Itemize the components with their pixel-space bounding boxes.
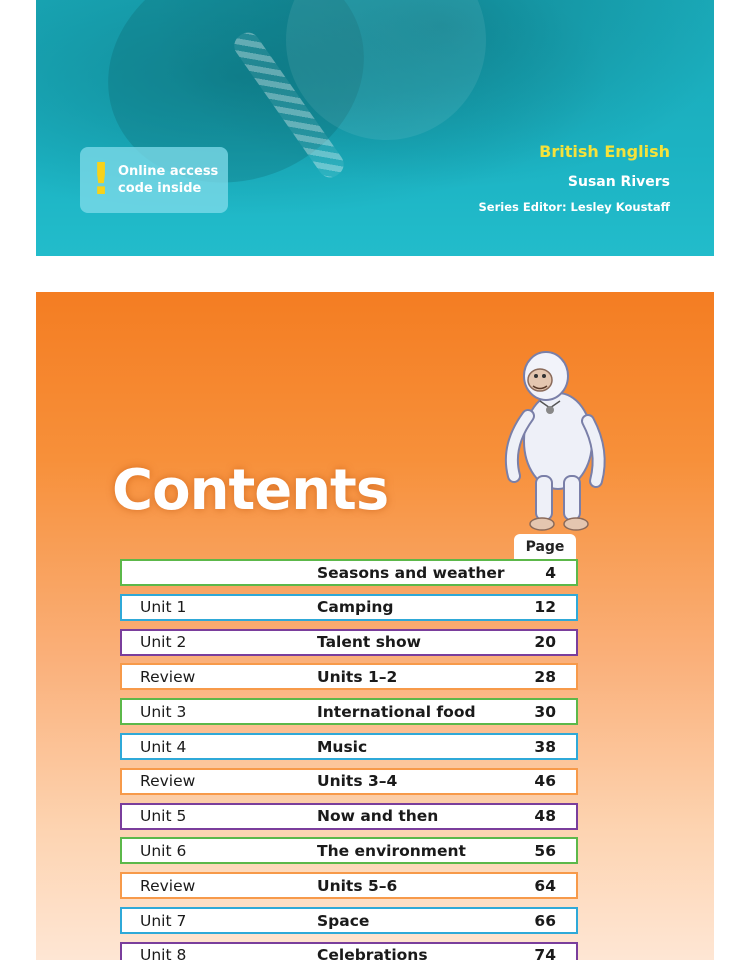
row-unit-label: Unit 3 [140,702,187,721]
row-unit-label: Unit 4 [140,737,187,756]
row-page-number: 20 [534,633,556,652]
row-page-number: 12 [534,598,556,617]
online-access-text [118,163,218,197]
row-unit-label: Unit 1 [140,598,187,617]
contents-row [120,733,578,760]
row-page-number: 28 [534,667,556,686]
page-column-header: Page [514,534,576,560]
row-page-number: 4 [545,563,556,582]
yeti-icon [496,346,616,536]
contents-row [120,837,578,864]
row-topic: Now and then [317,807,439,826]
row-topic: Seasons and weather [317,563,505,582]
contents-row [120,698,578,725]
row-unit-label: Unit 7 [140,911,187,930]
row-topic: International food [317,702,476,721]
online-access-line1: Online access [118,164,219,179]
row-topic: Talent show [317,633,421,652]
row-unit-label: Unit 5 [140,807,187,826]
row-unit-label: Review [140,772,196,791]
row-topic: Space [317,911,370,930]
exclamation-icon: ! [90,154,112,205]
contents-row [120,663,578,690]
contents-row [120,768,578,795]
row-unit-label: Unit 8 [140,946,187,960]
row-page-number: 30 [534,702,556,721]
row-unit-label: Review [140,667,196,686]
contents-row [120,872,578,899]
row-unit-label: Review [140,876,196,895]
contents-row [120,559,578,586]
contents-page [36,292,714,960]
row-page-number: 64 [534,876,556,895]
author-name: Susan Rivers [567,174,670,190]
row-page-number: 56 [534,841,556,860]
row-topic: The environment [317,841,466,860]
book-cover-strip [36,0,714,256]
contents-row [120,907,578,934]
cover-credits [479,142,670,215]
row-topic: Units 3–4 [317,772,398,791]
row-page-number: 38 [534,737,556,756]
online-access-badge [80,147,228,213]
row-page-number: 74 [534,946,556,960]
row-topic: Music [317,737,368,756]
online-access-line2: code inside [118,181,202,196]
row-topic: Units 5–6 [317,876,398,895]
edition-label: British English [539,142,670,161]
row-topic: Units 1–2 [317,667,398,686]
series-editor: Series Editor: Lesley Koustaff [478,200,670,214]
contents-title: Contents [112,458,389,523]
row-unit-label: Unit 2 [140,633,187,652]
contents-row [120,803,578,830]
row-page-number: 46 [534,772,556,791]
row-topic: Celebrations [317,946,428,960]
contents-row [120,594,578,621]
row-topic: Camping [317,598,394,617]
row-page-number: 66 [534,911,556,930]
contents-row [120,629,578,656]
contents-row [120,942,578,960]
row-unit-label: Unit 6 [140,841,187,860]
row-page-number: 48 [534,807,556,826]
